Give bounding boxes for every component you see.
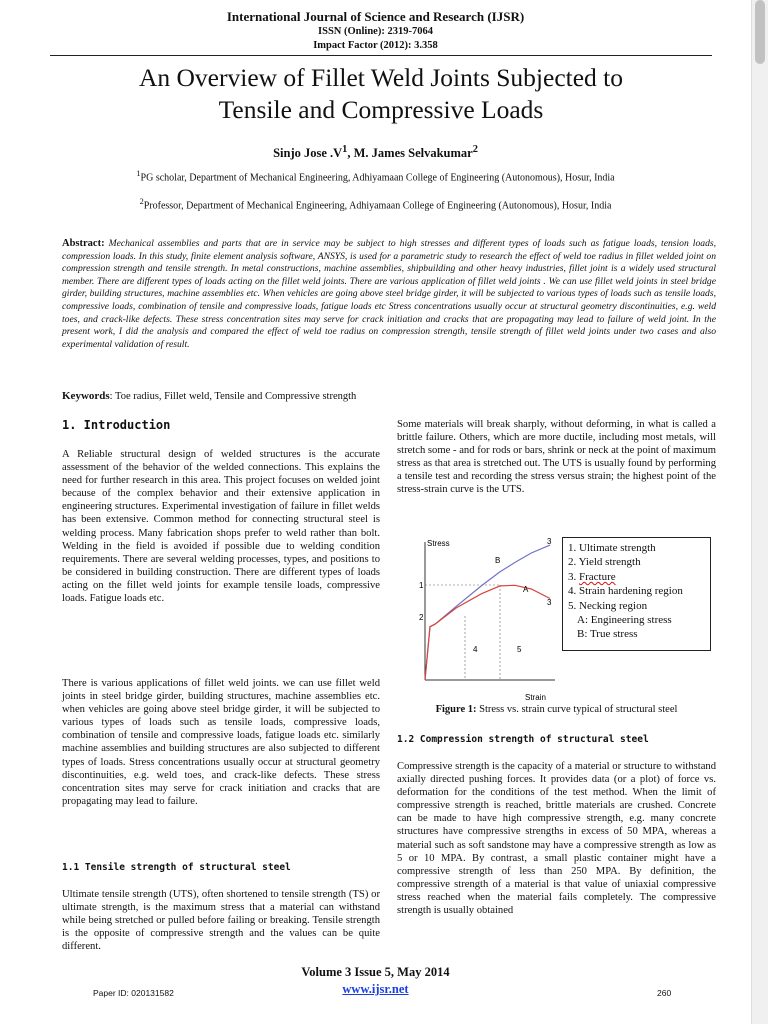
- label-necking: 5: [517, 645, 522, 654]
- true-stress-curve: [425, 545, 550, 680]
- author-2: M. James Selvakumar: [353, 146, 473, 161]
- keywords-label: Keywords: [62, 390, 110, 402]
- affiliation-1-superscript: 1: [136, 169, 141, 178]
- figure-stress-strain: [405, 530, 717, 700]
- figure-caption: [397, 704, 716, 715]
- section-heading-introduction: 1. Introduction: [62, 418, 171, 432]
- legend-item-ultimate-strength: 1. Ultimate strength: [568, 542, 656, 554]
- vertical-scrollbar[interactable]: [751, 0, 768, 1024]
- author-separator: ,: [347, 146, 354, 161]
- figure-caption-text: Stress vs. strain curve typical of structural steel: [476, 704, 678, 715]
- author-1-superscript: 1: [342, 144, 348, 155]
- scrollbar-thumb[interactable]: [755, 0, 765, 64]
- y-axis-label: Stress: [427, 539, 450, 548]
- legend-fracture-number: 3.: [568, 570, 579, 583]
- paper-title-line-1: An Overview of Fillet Weld Joints Subjected to: [138, 63, 624, 92]
- journal-issn: ISSN (Online): 2319-7064: [318, 26, 433, 37]
- footer-url-link[interactable]: www.ijsr.net: [342, 982, 409, 996]
- label-yield: 2: [419, 613, 424, 622]
- affiliation-2: [0, 197, 751, 211]
- abstract-label: Abstract:: [62, 238, 105, 249]
- compression-paragraph-1: Compressive strength is the capacity of a material or structure to withstand axially directed pushing forces. It provides data (or a plot) of force vs. deformation for the conditions of the test method. When the limit of compressive strength is reached, brittle materials are crushed. Concrete can be made to have high compressive strength, e.g. many concrete structures have compressive strengths in excess of 50 MPA, whereas a material such as soft sandstone may have a compressive strength as low as 5 or 10 MPA. By contrast, a small plastic container might have a compressive strength of less than 250 MPA. By definition, the compressive strength of a material is that value of uniaxial compressive stress reached when the material fails completely. The compressive strength is usually obtained: [397, 761, 716, 917]
- label-curve-b: B: [495, 556, 501, 565]
- paper-title: [40, 62, 722, 126]
- legend-item-true-stress: B: True stress: [577, 628, 638, 641]
- x-axis-label: Strain: [525, 693, 546, 700]
- footer-volume: Volume 3 Issue 5, May 2014: [301, 965, 450, 979]
- affiliation-2-superscript: 2: [139, 197, 144, 206]
- intro-paragraph-2: There is various applications of fillet weld joints. we can use fillet weld joints in steel bridge girder, building structures, machine assemblies etc. when vehicles are going above steel bridge girder, it will be subjected to various types of loads such as tensile loads, compressive loads, combination of tensile and compressive loads, fatigue loads etc. similarly machine assemblies and building structures are also subjected to different types of loads. Stress concentrations usually occur at structural geometry discontinuities, e.g. weld toes, and crack-like defects. These stress concentration sites may serve for crack initiation and cracks that are propagating may lead to failure.: [62, 678, 380, 807]
- keywords-text: : Toe radius, Fillet weld, Tensile and Compressive strength: [109, 391, 357, 402]
- tensile-paragraph-1: Ultimate tensile strength (UTS), often shortened to tensile strength (TS) or ultimate strength, is the maximum stress that a material can withstand while being stretched or pulled before failing or breaking. Tensile strength is the opposite of compressive strength and the values can be quite different.: [62, 889, 380, 953]
- footer-page-number: 260: [657, 988, 672, 998]
- figure-legend: [562, 537, 711, 651]
- legend-fracture-word: Fracture: [579, 570, 616, 583]
- abstract: [62, 238, 716, 351]
- legend-item-yield-strength: 2. Yield strength: [568, 556, 641, 569]
- legend-item-strain-hardening: 4. Strain hardening region: [568, 585, 683, 598]
- section-heading-compression-strength: 1.2 Compression strength of structural steel: [397, 734, 649, 745]
- journal-name: International Journal of Science and Research (IJSR): [226, 9, 525, 24]
- stress-strain-chart: [405, 530, 565, 700]
- engineering-stress-curve: [425, 585, 550, 680]
- label-fracture-engineering: 3: [547, 598, 552, 607]
- legend-item-engineering-stress: A: Engineering stress: [577, 614, 672, 627]
- tensile-paragraph-2: Some materials will break sharply, without deforming, in what is called a brittle failure. Others, which are more ductile, including most metals, will stretch some - and for rods or bars, shrink or neck at the point of maximum stress as that area is stretched out. The UTS is usually found by performing a tensile test and recording the stress versus strain; the highest point of the stress-strain curve is the UTS.: [397, 419, 716, 496]
- affiliation-1-text: PG scholar, Department of Mechanical Engineering, Adhiyamaan College of Engineering (Autonomous), Hosur, India: [140, 172, 615, 184]
- legend-item-necking: 5. Necking region: [568, 599, 648, 612]
- label-curve-a: A: [523, 585, 529, 594]
- label-strain-hardening: 4: [473, 645, 478, 654]
- paper-authors: [0, 144, 751, 161]
- affiliation-2-text: Professor, Department of Mechanical Engineering, Adhiyamaan College of Engineering (Autonomous), Hosur, India: [143, 200, 612, 212]
- label-fracture-true: 3: [547, 537, 552, 546]
- legend-item-fracture: [568, 570, 710, 584]
- keywords: [62, 390, 716, 402]
- intro-paragraph-1: A Reliable structural design of welded structures is the accurate assessment of the behavior of the welded connections. This explains the need for further research in this area. This project focuses on welded joint because of the complex behavior and their extensive application in engineering structures. Experimental investigation of failure in fillet welds has been extensive. Common method for connecting structural steel is welding process. Many fabrication shops prefer to weld rather than bolt. Welding in the field is avoided if possible due to welding condition requirements. There are several welding processes, types, and positions to be considered in building construction. There are different types of loads acting on the fillet weld joints for example tensile loads, compressive loads. Fatigue loads etc.: [62, 449, 380, 605]
- paper-title-line-2: Tensile and Compressive Loads: [218, 95, 544, 124]
- affiliation-1: [0, 169, 751, 183]
- section-heading-tensile-strength: 1.1 Tensile strength of structural steel: [62, 862, 291, 873]
- abstract-text: Mechanical assemblies and parts that are in service may be subject to high stresses and different types of loads such as fatigue loads, tension loads, compression loads. In this study, finite element analysis software, ANSYS, is used for a parametric study to research the effect of weld toe radius in fillet welded joint on compression strength and tensile strength. In metal constructions, machine assemblies, shipbuilding and other heavy industries, fillet joint is a widely used structural member. There are different types of loads acting on the fillet weld joints. There are various application of fillet weld joints . We can use fillet weld joints in steel bridge girder, building structures, machine assemblies etc. When vehicles are going above steel bridge girder, it will be subjected to various types of loads such as tensile loads, compressive loads, combination of tensile and compressive loads, fatigue loads etc Stress concentrations usually occur at structural geometry discontinuities, e.g. weld toes, and crack-like defects. These stress concentration sites may serve for crack initiation and cracks that are propagating may lead to failure of weld joint. In the present work, I did the analysis and compared the effect of weld toe radius on compression strength, tensile strength of fillet weld joints under two cases and also experimental validation of result.: [62, 238, 716, 350]
- label-ultimate: 1: [419, 581, 424, 590]
- journal-impact-factor: Impact Factor (2012): 3.358: [313, 40, 438, 51]
- figure-caption-label: Figure 1:: [435, 704, 477, 715]
- header-rule: [50, 55, 712, 56]
- author-2-superscript: 2: [472, 144, 478, 155]
- author-1: Sinjo Jose .V: [273, 146, 343, 161]
- footer-paper-id: Paper ID: 020131582: [93, 988, 174, 998]
